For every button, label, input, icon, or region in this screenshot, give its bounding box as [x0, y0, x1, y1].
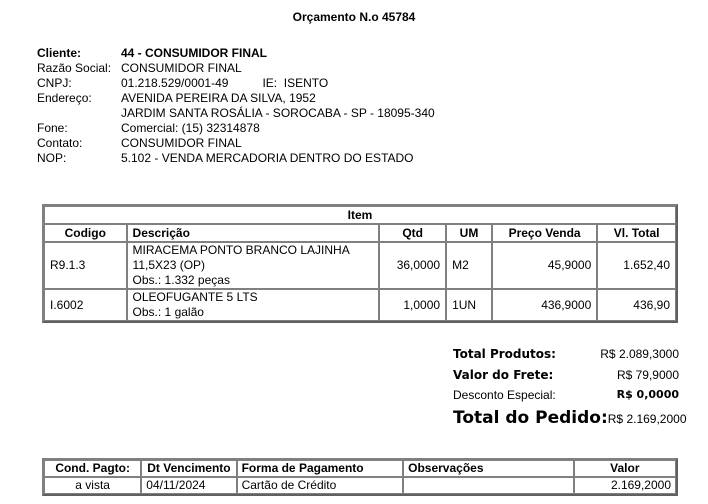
razao-value: CONSUMIDOR FINAL [121, 61, 242, 75]
cell-codigo: R9.1.3 [44, 242, 127, 289]
cell-preco: 45,9000 [492, 242, 597, 289]
total-pedido-row [453, 405, 687, 431]
descricao-line1: MIRACEMA PONTO BRANCO LAJINHA [132, 243, 350, 257]
endereco-line2: JARDIM SANTA ROSÁLIA - SOROCABA - SP - 18095-340 [121, 106, 435, 120]
total-produtos-row [453, 344, 679, 365]
nop-label: NOP: [37, 151, 67, 165]
col-preco: Preço Venda [492, 224, 597, 242]
frete-label: Valor do Frete: [453, 368, 554, 382]
col-valor: Valor [574, 460, 676, 477]
nop-row [37, 151, 435, 166]
table-row [44, 289, 676, 321]
payment-column-headers [44, 460, 676, 477]
items-column-headers [44, 224, 676, 242]
col-vencimento: Dt Vencimento [141, 460, 236, 477]
col-um: UM [446, 224, 492, 242]
endereco-line1: AVENIDA PEREIRA DA SILVA, 1952 [121, 91, 316, 105]
descricao-obs: Obs.: 1 galão [132, 305, 204, 319]
desconto-row [453, 385, 679, 405]
cell-descricao [127, 289, 380, 321]
cell-preco: 436,9000 [492, 289, 597, 321]
cliente-row [37, 46, 435, 61]
cell-obs [403, 477, 574, 494]
cell-qtd: 36,0000 [379, 242, 446, 289]
col-descricao: Descrição [127, 224, 380, 242]
cell-um: M2 [446, 242, 492, 289]
desconto-value: R$ 0,0000 [616, 388, 679, 401]
descricao-line1: OLEOFUGANTE 5 LTS [132, 290, 258, 304]
cliente-label: Cliente: [37, 46, 82, 60]
cell-qtd: 1,0000 [379, 289, 446, 321]
client-info [37, 46, 435, 166]
cell-total: 1.652,40 [597, 242, 676, 289]
totals-block [453, 344, 687, 431]
total-pedido-label: Total do Pedido: [453, 408, 608, 428]
cliente-value: 44 - CONSUMIDOR FINAL [121, 46, 268, 60]
fone-value: Comercial: (15) 32314878 [121, 121, 260, 135]
col-qtd: Qtd [379, 224, 446, 242]
cnpj-row [37, 76, 435, 91]
col-total: Vl. Total [597, 224, 676, 242]
endereco-row [37, 91, 435, 106]
cell-descricao [127, 242, 380, 289]
items-group-header: Item [44, 206, 676, 224]
razao-label: Razão Social: [37, 61, 112, 75]
contato-row [37, 136, 435, 151]
document-title: Orçamento N.o 45784 [292, 10, 416, 24]
cell-um: 1UN [446, 289, 492, 321]
desconto-label: Desconto Especial: [453, 388, 556, 402]
cell-forma: Cartão de Crédito [237, 477, 404, 494]
cnpj-value: 01.218.529/0001-49 [121, 76, 229, 90]
frete-row [453, 365, 679, 385]
cell-codigo: I.6002 [44, 289, 127, 321]
table-row [44, 242, 676, 289]
cell-valor: 2.169,2000 [574, 477, 676, 494]
contato-label: Contato: [37, 136, 83, 150]
descricao-obs: Obs.: 1.332 peças [132, 273, 230, 287]
total-pedido-value: R$ 2.169,2000 [607, 412, 687, 426]
col-observacoes: Observações [403, 460, 574, 477]
fone-label: Fone: [37, 121, 68, 135]
payment-table [42, 458, 678, 496]
items-table [42, 204, 678, 323]
table-row [44, 477, 676, 494]
col-cond-pagto: Cond. Pagto: [44, 460, 141, 477]
ie-label: IE: [262, 76, 278, 90]
col-forma: Forma de Pagamento [237, 460, 404, 477]
total-produtos-label: Total Produtos: [453, 347, 556, 361]
frete-value: R$ 79,9000 [616, 368, 679, 382]
fone-row [37, 121, 435, 136]
cell-cond: a vista [44, 477, 141, 494]
ie-value: ISENTO [283, 76, 329, 90]
col-codigo: Codigo [44, 224, 127, 242]
cnpj-label: CNPJ: [37, 76, 72, 90]
total-produtos-value: R$ 2.089,3000 [600, 347, 679, 361]
nop-value: 5.102 - VENDA MERCADORIA DENTRO DO ESTADO [121, 151, 414, 165]
cell-vencimento: 04/11/2024 [141, 477, 236, 494]
contato-value: CONSUMIDOR FINAL [121, 136, 242, 150]
descricao-line2: 11,5X23 (OP) [132, 258, 206, 272]
endereco-label: Endereço: [37, 91, 92, 105]
razao-row [37, 61, 435, 76]
cell-total: 436,90 [597, 289, 676, 321]
endereco-row-2 [37, 106, 435, 121]
